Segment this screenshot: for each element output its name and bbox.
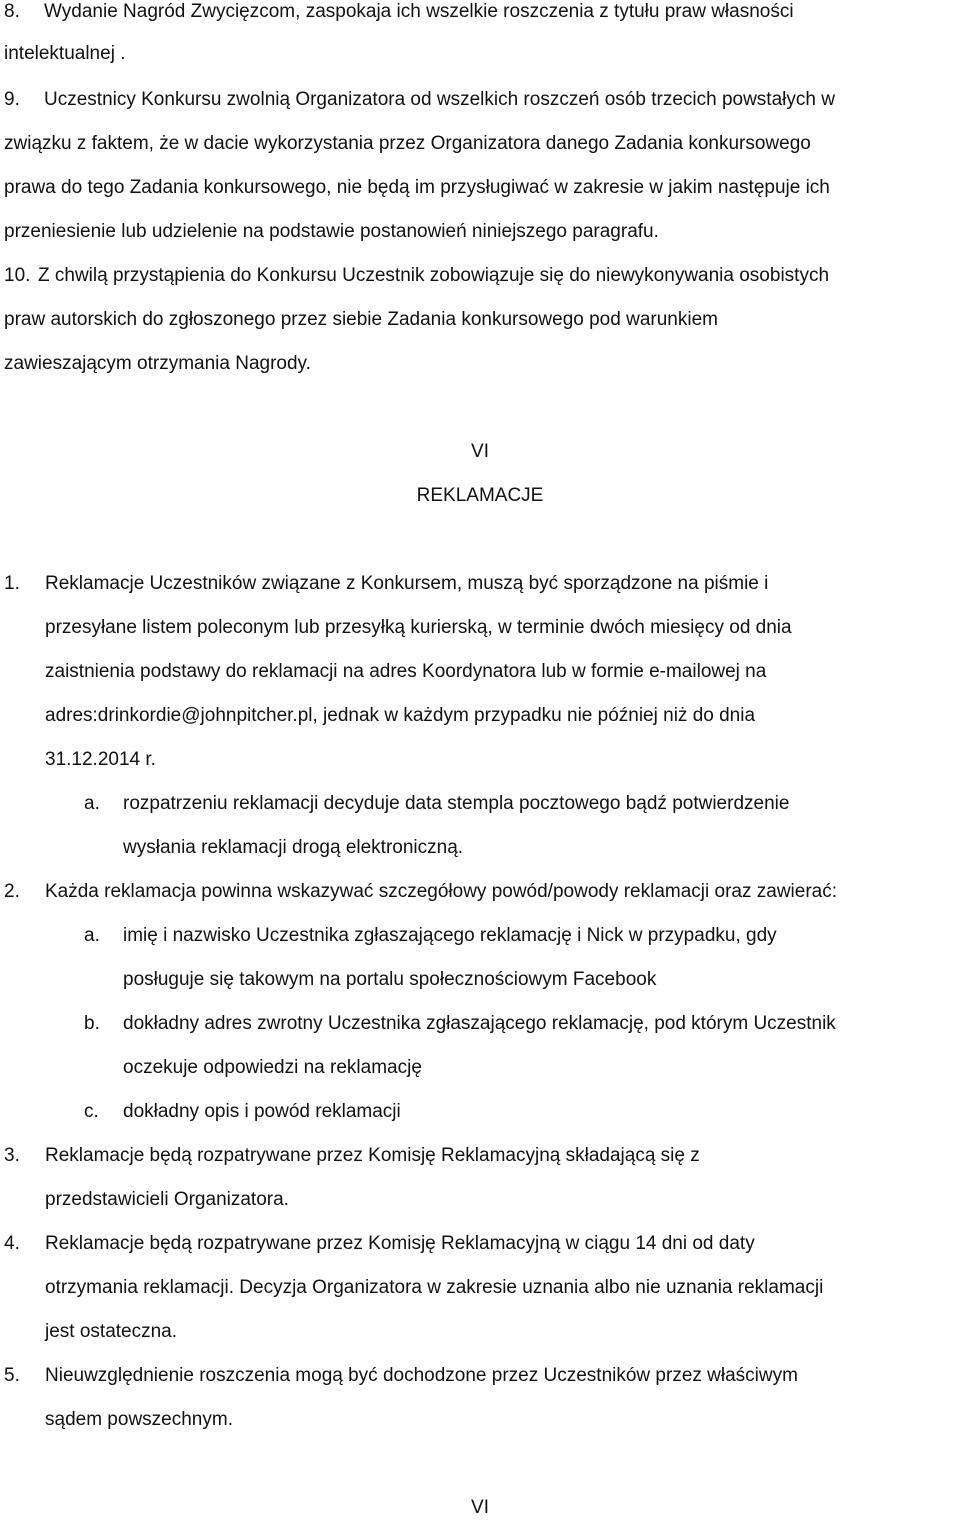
- reklamacje-2b-line-2: oczekuje odpowiedzi na reklamację: [123, 1057, 422, 1078]
- reklamacje-2-number: 2.: [4, 881, 20, 902]
- item-9-line-2: związku z faktem, że w dacie wykorzystania przez Organizatora danego Zadania konkursowego: [4, 133, 811, 154]
- reklamacje-1-line-2: przesyłane listem poleconym lub przesyłką kurierską, w terminie dwóch miesięcy od dnia: [45, 617, 792, 638]
- reklamacje-4-line-1: Reklamacje będą rozpatrywane przez Komisję Reklamacyjną w ciągu 14 dni od daty: [45, 1233, 755, 1254]
- item-10-number: 10.: [4, 265, 31, 286]
- item-8-line-2: intelektualnej .: [4, 43, 126, 64]
- reklamacje-2a-line-2: posługuje się takowym na portalu społecznościowym Facebook: [123, 969, 657, 990]
- reklamacje-2b-line-1: dokładny adres zwrotny Uczestnika zgłaszającego reklamację, pod którym Uczestnik: [123, 1013, 836, 1034]
- item-10-line-1: Z chwilą przystąpienia do Konkursu Uczestnik zobowiązuje się do niewykonywania osobistych: [38, 265, 830, 286]
- reklamacje-1-line-3: zaistnienia podstawy do reklamacji na adres Koordynatora lub w formie e-mailowej na: [45, 661, 767, 682]
- reklamacje-5-line-1: Nieuwzględnienie roszczenia mogą być dochodzone przez Uczestników przez właściwym: [45, 1365, 798, 1386]
- reklamacje-4-line-3: jest ostateczna.: [45, 1321, 178, 1342]
- reklamacje-1a-line-2: wysłania reklamacji drogą elektroniczną.: [123, 837, 464, 858]
- reklamacje-2c-line-1: dokładny opis i powód reklamacji: [123, 1101, 401, 1122]
- reklamacje-3-line-2: przedstawicieli Organizatora.: [45, 1189, 289, 1210]
- reklamacje-3-line-1: Reklamacje będą rozpatrywane przez Komisję Reklamacyjną składającą się z: [45, 1145, 700, 1166]
- item-9-number: 9.: [4, 89, 20, 110]
- section-number: VI: [471, 441, 489, 462]
- reklamacje-4-number: 4.: [4, 1233, 20, 1254]
- item-8-number: 8.: [4, 1, 20, 22]
- reklamacje-1-line-4: adres:drinkordie@johnpitcher.pl, jednak w każdym przypadku nie później niż do dnia: [45, 705, 756, 726]
- reklamacje-4-line-2: otrzymania reklamacji. Decyzja Organizatora w zakresie uznania albo nie uznania reklamacji: [45, 1277, 824, 1298]
- reklamacje-5-line-2: sądem powszechnym.: [45, 1409, 233, 1430]
- next-section-number: VI: [471, 1497, 489, 1518]
- item-8-line-1: Wydanie Nagród Zwycięzcom, zaspokaja ich wszelkie roszczenia z tytułu praw własności: [44, 1, 794, 22]
- reklamacje-2-line-1: Każda reklamacja powinna wskazywać szczegółowy powód/powody reklamacji oraz zawierać:: [45, 881, 838, 902]
- item-9-line-4: przeniesienie lub udzielenie na podstawie postanowień niniejszego paragrafu.: [4, 221, 659, 242]
- section-title: REKLAMACJE: [416, 485, 544, 506]
- item-10-line-2: praw autorskich do zgłoszonego przez siebie Zadania konkursowego pod warunkiem: [4, 309, 718, 330]
- reklamacje-2a-letter: a.: [84, 925, 100, 946]
- item-9-line-1: Uczestnicy Konkursu zwolnią Organizatora od wszelkich roszczeń osób trzecich powstałych w: [44, 89, 835, 110]
- reklamacje-2b-letter: b.: [84, 1013, 100, 1034]
- reklamacje-5-number: 5.: [4, 1365, 20, 1386]
- item-9-line-3: prawa do tego Zadania konkursowego, nie będą im przysługiwać w zakresie w jakim następuje ich: [4, 177, 830, 198]
- reklamacje-3-number: 3.: [4, 1145, 20, 1166]
- reklamacje-1a-line-1: rozpatrzeniu reklamacji decyduje data stempla pocztowego bądź potwierdzenie: [123, 793, 790, 814]
- item-10-line-3: zawieszającym otrzymania Nagrody.: [4, 353, 311, 374]
- reklamacje-1-line-1: Reklamacje Uczestników związane z Konkursem, muszą być sporządzone na piśmie i: [45, 573, 769, 594]
- reklamacje-2a-line-1: imię i nazwisko Uczestnika zgłaszającego reklamację i Nick w przypadku, gdy: [123, 925, 777, 946]
- reklamacje-2c-letter: c.: [84, 1101, 99, 1122]
- reklamacje-1-number: 1.: [4, 573, 20, 594]
- reklamacje-1a-letter: a.: [84, 793, 100, 814]
- reklamacje-1-line-5: 31.12.2014 r.: [45, 749, 156, 770]
